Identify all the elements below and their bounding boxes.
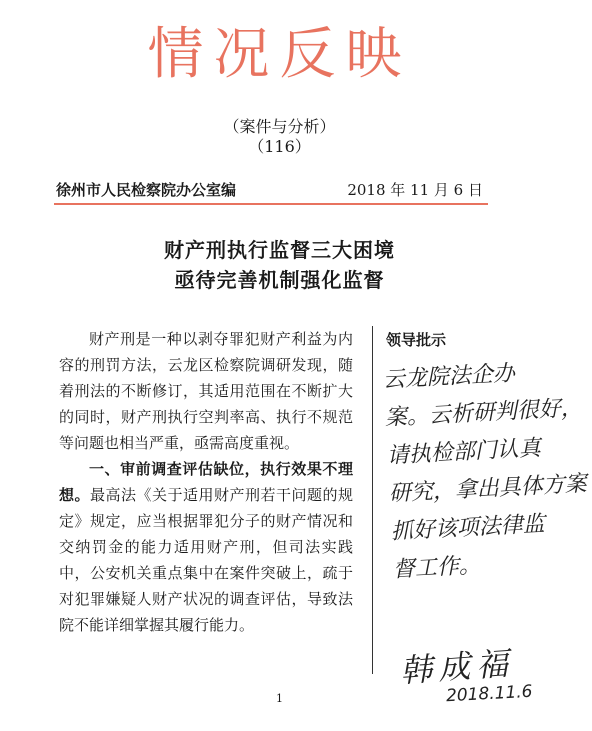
issue-date: 2018 年 11 月 6 日 — [347, 181, 483, 199]
header-rule — [54, 203, 488, 205]
paragraph-1: 财产刑是一种以剥夺罪犯财产利益为内容的刑罚方法，云龙区检察院调研发现，随着刑法的不断修订，其适用范围在不断扩大的同时，财产刑执行空判率高、执行不规范等问题也相当严重，亟需高度重视。 — [59, 330, 353, 452]
title-line-2: 亟待完善机制强化监督 — [174, 268, 385, 292]
title-line-1: 财产刑执行监督三大困境 — [164, 238, 395, 262]
remark-line: 请执检部门认真 — [386, 435, 542, 469]
paragraph-2-text: 最高法《关于适用财产刑若干问题的规定》规定，应当根据罪犯分子的财产情况和交纳罚金的能力适用财产刑，但司法实践中，公安机关重点集中在案件突破上，疏于对犯罪嫌疑人财产状况的调查评估，导致法院不能详细掌握其履行能力。 — [59, 486, 353, 634]
issue-number: （116） — [248, 137, 311, 156]
handwritten-signature: 韩成福 — [398, 644, 516, 690]
remark-line: 抓好该项法律监 — [390, 511, 546, 545]
paragraph-2 — [59, 456, 353, 638]
masthead-title: 情况反映 — [147, 22, 412, 87]
page-number: 1 — [276, 692, 283, 705]
body-text — [59, 326, 353, 638]
section-heading: 一、审前调查评估缺位，执行效果不理想。 — [59, 460, 353, 504]
column-divider — [372, 326, 373, 674]
issuer: 徐州市人民检察院办公室编 — [56, 181, 237, 199]
remarks-label: 领导批示 — [386, 331, 447, 349]
remark-line: 研究，拿出具体方案 — [388, 471, 588, 507]
remark-line: 督工作。 — [392, 553, 482, 583]
handwritten-remark — [382, 353, 588, 590]
signature-date: 2018.11.6 — [445, 681, 533, 707]
remark-line: 案。云析研判很好， — [384, 395, 584, 431]
remark-line: 云龙院法企办 — [382, 361, 516, 393]
series-label: （案件与分析） — [223, 117, 336, 136]
